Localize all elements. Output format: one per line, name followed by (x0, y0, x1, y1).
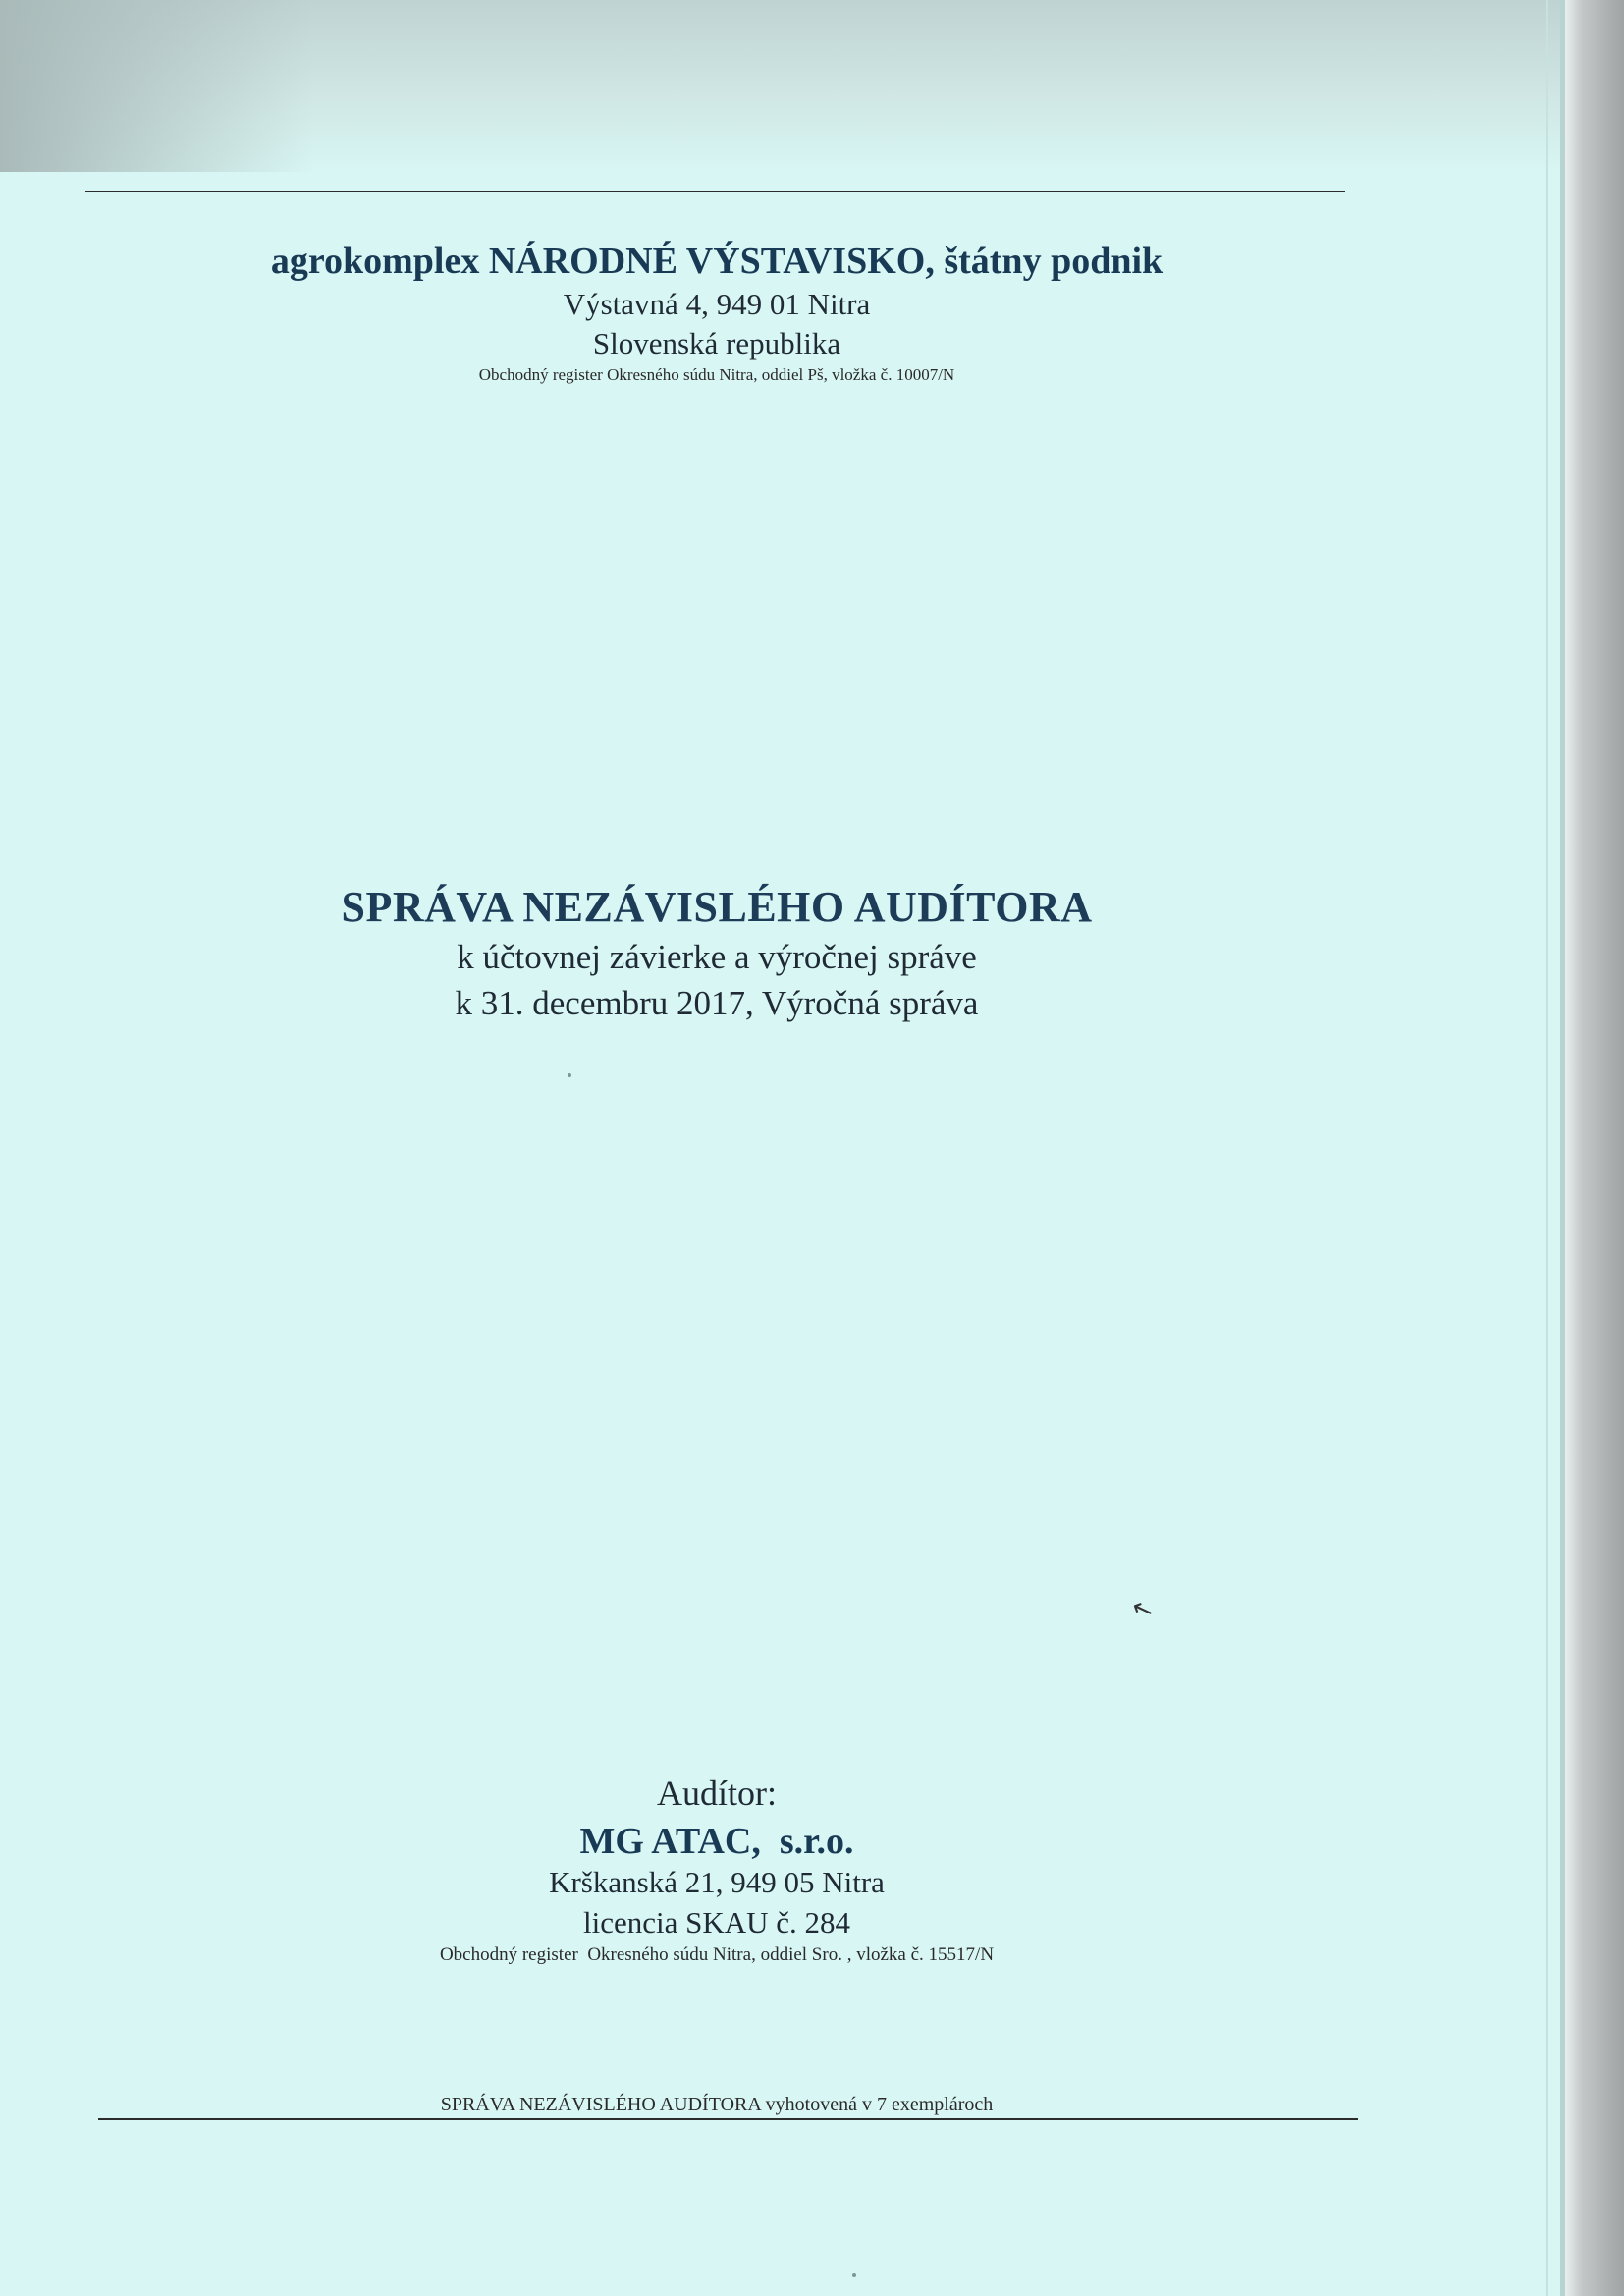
auditor-license: licencia SKAU č. 284 (582, 1905, 851, 1940)
scan-speck (852, 2273, 856, 2277)
scan-shadow-corner (0, 0, 314, 172)
bottom-divider (98, 2118, 1358, 2120)
report-subtitle-line1: k účtovnej závierke a výročnej správe (457, 938, 977, 976)
report-subtitle-line2: k 31. decembru 2017, Výročná správa (455, 984, 979, 1022)
top-divider (85, 191, 1345, 192)
auditor-label: Audítor: (657, 1774, 777, 1813)
company-registry: Obchodný register Okresného súdu Nitra, oddiel Pš, vložka č. 10007/N (478, 365, 955, 384)
pen-mark: ↖ (1127, 1592, 1159, 1627)
report-title: SPRÁVA NEZÁVISLÉHO AUDÍTORA (341, 883, 1093, 931)
company-address-country: Slovenská republika (592, 326, 841, 360)
company-address-street: Výstavná 4, 949 01 Nitra (563, 287, 871, 321)
footer-note: SPRÁVA NEZÁVISLÉHO AUDÍTORA vyhotovená v 7 exemplároch (440, 2094, 994, 2115)
auditor-name: MG ATAC, s.r.o. (579, 1821, 854, 1862)
auditor-address: Krškanská 21, 949 05 Nitra (549, 1865, 885, 1899)
scan-speck (568, 1073, 571, 1077)
company-name: agrokomplex NÁRODNÉ VÝSTAVISKO, štátny podnik (270, 241, 1164, 282)
page-fold-line (1546, 0, 1548, 2296)
page-edge (1565, 0, 1624, 2296)
auditor-registry: Obchodný register Okresného súdu Nitra, oddiel Sro. , vložka č. 15517/N (439, 1944, 995, 1965)
